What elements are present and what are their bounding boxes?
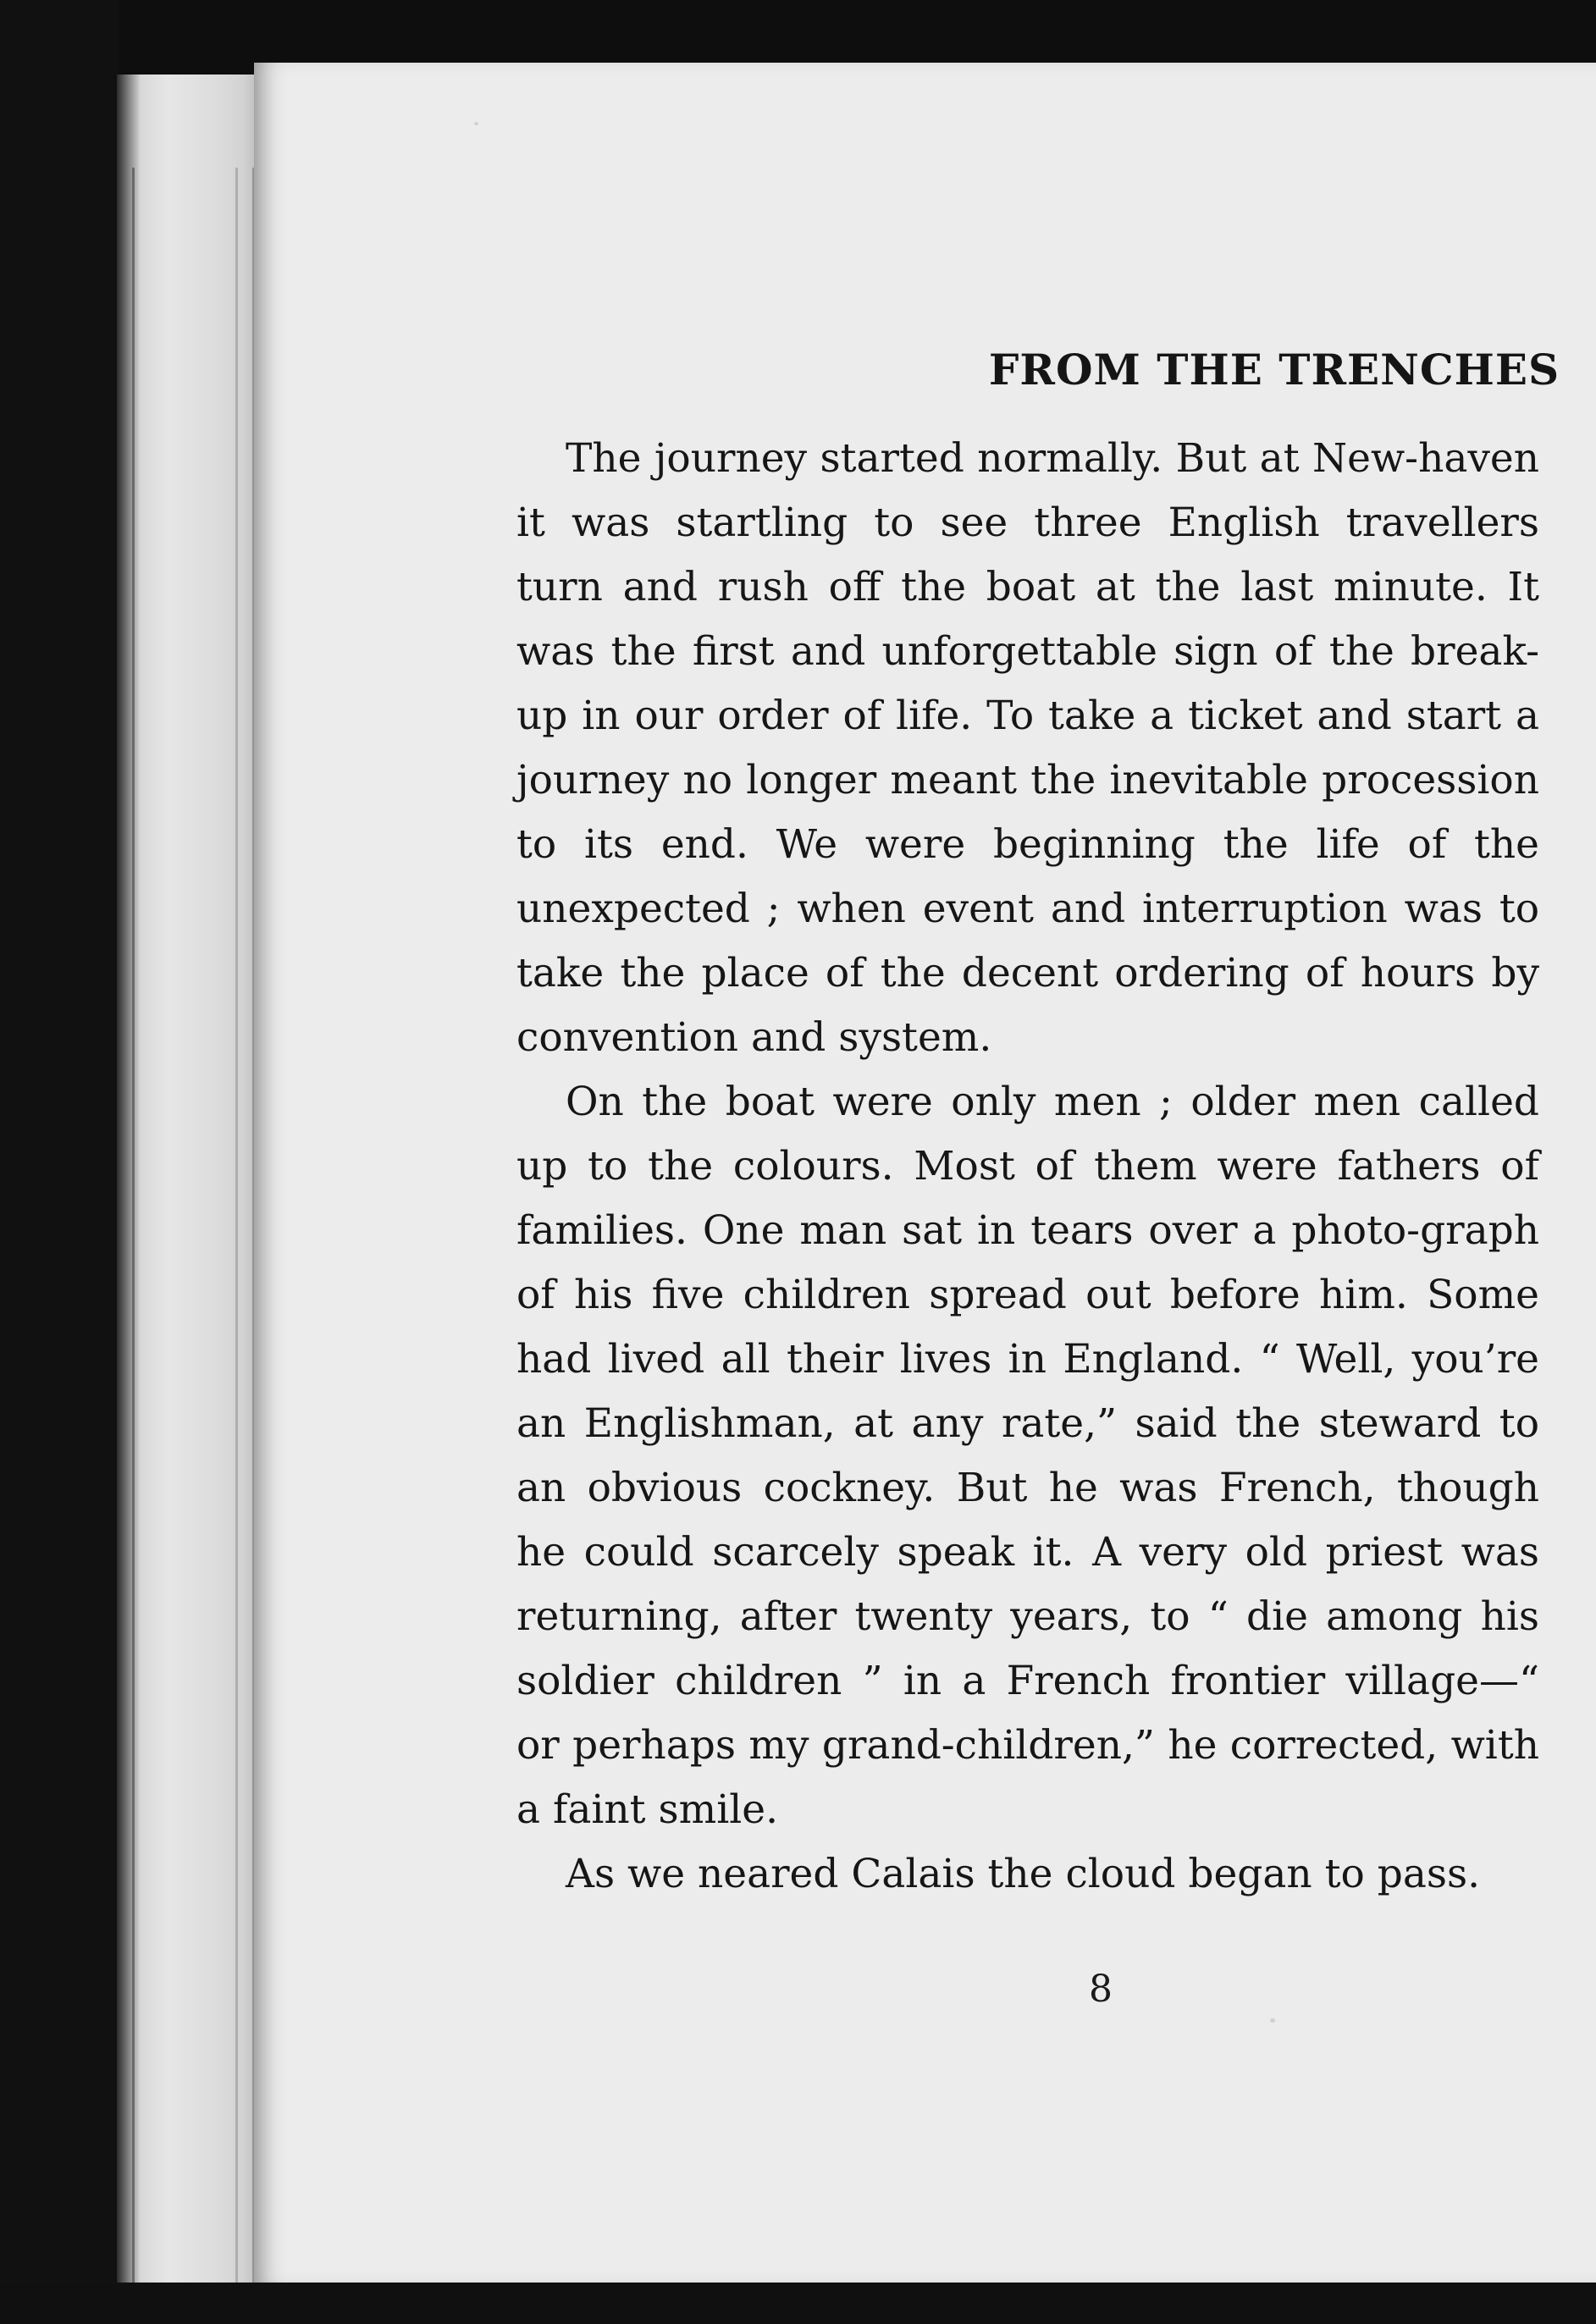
paragraph-2: On the boat were only men ; older men called up to the colours. Most of them were fathers of families. One man sat in tears over a photo-graph of his five children spread out before him. Some had lived all their lives in England. “ Well, you’re an Englishman, at any rate,” said the steward to an obvious cockney. But he was French, though he could scarcely speak it. A very old priest was returning, after twenty years, to “ die among his soldier children ” in a French frontier village—“ or perhaps my grand-children,” he corrected, with a faint smile.	[516, 1079, 1539, 1833]
paper-speck	[474, 122, 478, 125]
paragraph-1: The journey started normally. But at New-haven it was startling to see three English travellers turn and rush off the boat at the last minute. It was the first and unforgettable sign of the break-up in our order of life. To take a ticket and start a journey no longer meant the inevitable procession to its end. We were beginning the life of the unexpected ; when event and interruption was to take the place of the decent ordering of hours by convention and system.	[516, 435, 1539, 1061]
scanner-bottom-band	[0, 2283, 1596, 2324]
gutter-edge-line	[132, 168, 135, 2324]
book-page	[254, 63, 1596, 2284]
page-number: 8	[1089, 1968, 1113, 2011]
running-head: FROM THE TRENCHES	[988, 345, 1560, 395]
scanner-left-margin	[0, 0, 119, 2324]
paper-speck	[1270, 2018, 1275, 2023]
gutter-fold-line	[235, 168, 238, 2324]
body-text	[516, 427, 1539, 1907]
paragraph-3: As we neared Calais the cloud began to pass.	[566, 1851, 1481, 1897]
book-gutter	[117, 75, 261, 2283]
